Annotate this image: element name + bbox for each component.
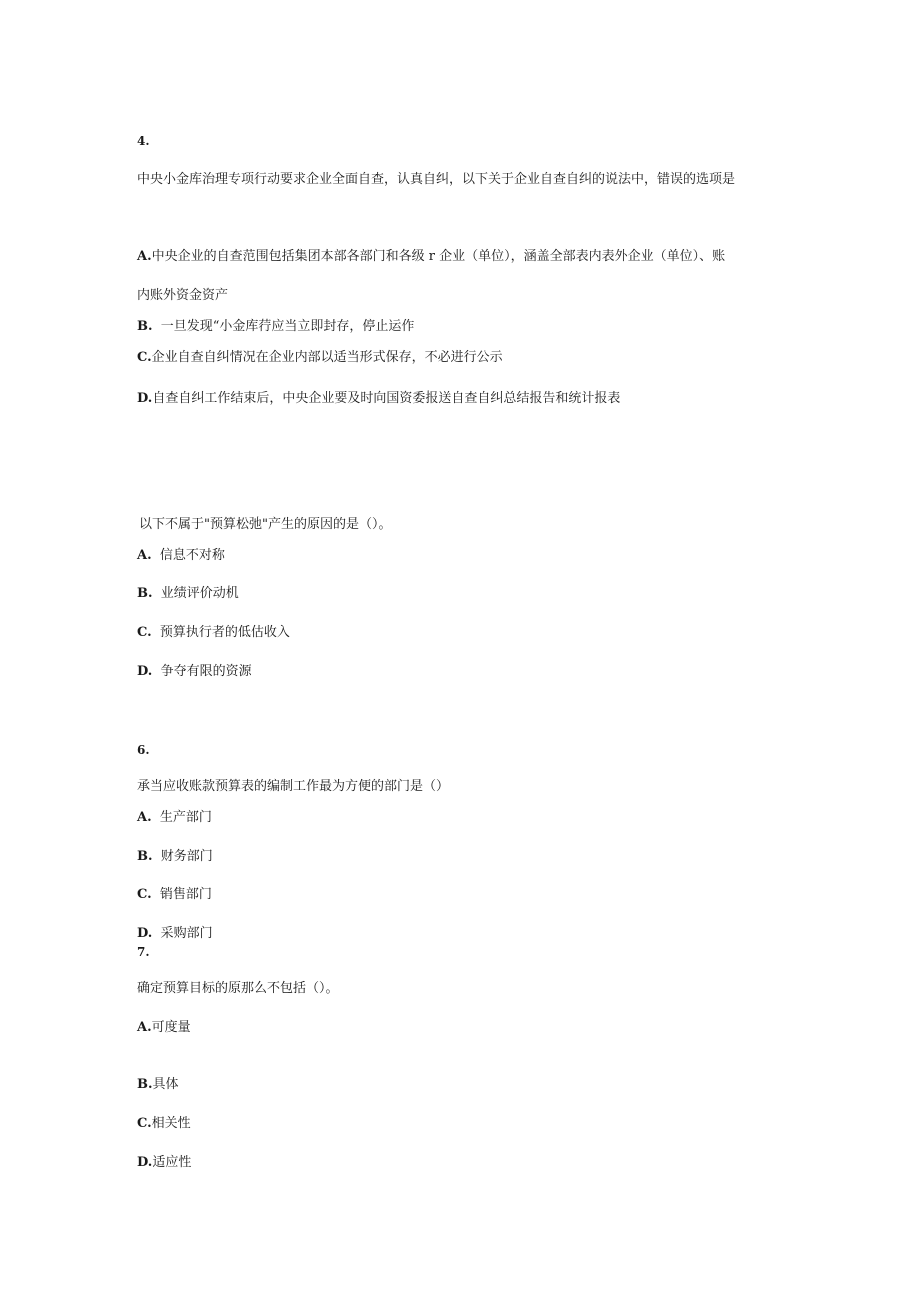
option-b: [137, 849, 213, 865]
option-letter: A.: [137, 810, 152, 825]
option-letter: B.: [137, 849, 153, 864]
option-c: [137, 625, 290, 641]
option-a-continued: 内账外资金资产: [137, 288, 229, 303]
option-d: [137, 1155, 191, 1171]
option-text: 销售部门: [159, 887, 212, 902]
option-letter: B.: [137, 1077, 153, 1092]
option-b: [137, 319, 414, 335]
option-text: 一旦发现“小金库荇应当立即封存，停止运作: [160, 319, 415, 334]
option-a: [137, 810, 212, 826]
option-text: 企业自查自纠情况在企业内部以适当形式保存，不必进行公示: [151, 350, 503, 365]
option-a: [137, 1020, 191, 1036]
question-number: 4.: [137, 134, 150, 148]
option-text: 采购部门: [160, 926, 213, 941]
option-b: [137, 586, 239, 602]
option-letter: D.: [137, 926, 153, 941]
option-text: 可度量: [151, 1020, 191, 1035]
option-letter: D.: [137, 391, 153, 406]
option-letter: C.: [137, 625, 152, 640]
option-text: 适应性: [152, 1155, 192, 1170]
question-number: 7.: [137, 945, 150, 959]
option-d: [137, 926, 213, 942]
option-c: [137, 887, 212, 903]
question-stem: 确定预算目标的原那么不包括（）。: [137, 981, 339, 996]
question-stem: 以下不属于"预算松弛"产生的原因的是（）。: [139, 517, 392, 532]
option-letter: B.: [137, 586, 153, 601]
option-text: 争夺有限的资源: [160, 664, 252, 679]
option-text: 预算执行者的低估收入: [159, 625, 290, 640]
option-letter: D.: [137, 1155, 153, 1170]
option-letter: A.: [137, 1020, 152, 1035]
option-letter: C.: [137, 350, 152, 365]
option-b: [137, 1077, 179, 1093]
option-text: 自查自纠工作结束后，中央企业要及时向国资委报送自查自纠总结报告和统计报表: [152, 391, 621, 406]
question-stem: 承当应收账款预算表的编制工作最为方便的部门是（）: [137, 779, 450, 794]
option-letter: A.: [137, 249, 152, 264]
option-a: [137, 548, 225, 564]
option-text: 相关性: [151, 1116, 191, 1131]
option-d: [137, 664, 252, 680]
option-text: 业绩评价动机: [160, 586, 239, 601]
option-text: 财务部门: [160, 849, 213, 864]
question-number: 6.: [137, 743, 150, 757]
option-a: [137, 249, 725, 265]
option-d: [137, 391, 620, 407]
option-text: 生产部门: [159, 810, 212, 825]
question-stem: 中央小金库治理专项行动要求企业全面自查，认真自纠，以下关于企业自查自纠的说法中，错误的选项是: [137, 172, 736, 187]
option-c: [137, 1116, 191, 1132]
option-text: 中央企业的自查范围包括集团本部各部门和各级 r 企业（单位），涵盖全部表内表外企业（单位）、账: [151, 249, 726, 264]
option-c: [137, 350, 503, 366]
option-letter: C.: [137, 887, 152, 902]
option-text: 具体: [152, 1077, 179, 1092]
option-letter: A.: [137, 548, 152, 563]
option-letter: B.: [137, 319, 153, 334]
option-text: 信息不对称: [159, 548, 225, 563]
option-letter: C.: [137, 1116, 152, 1131]
option-letter: D.: [137, 664, 153, 679]
